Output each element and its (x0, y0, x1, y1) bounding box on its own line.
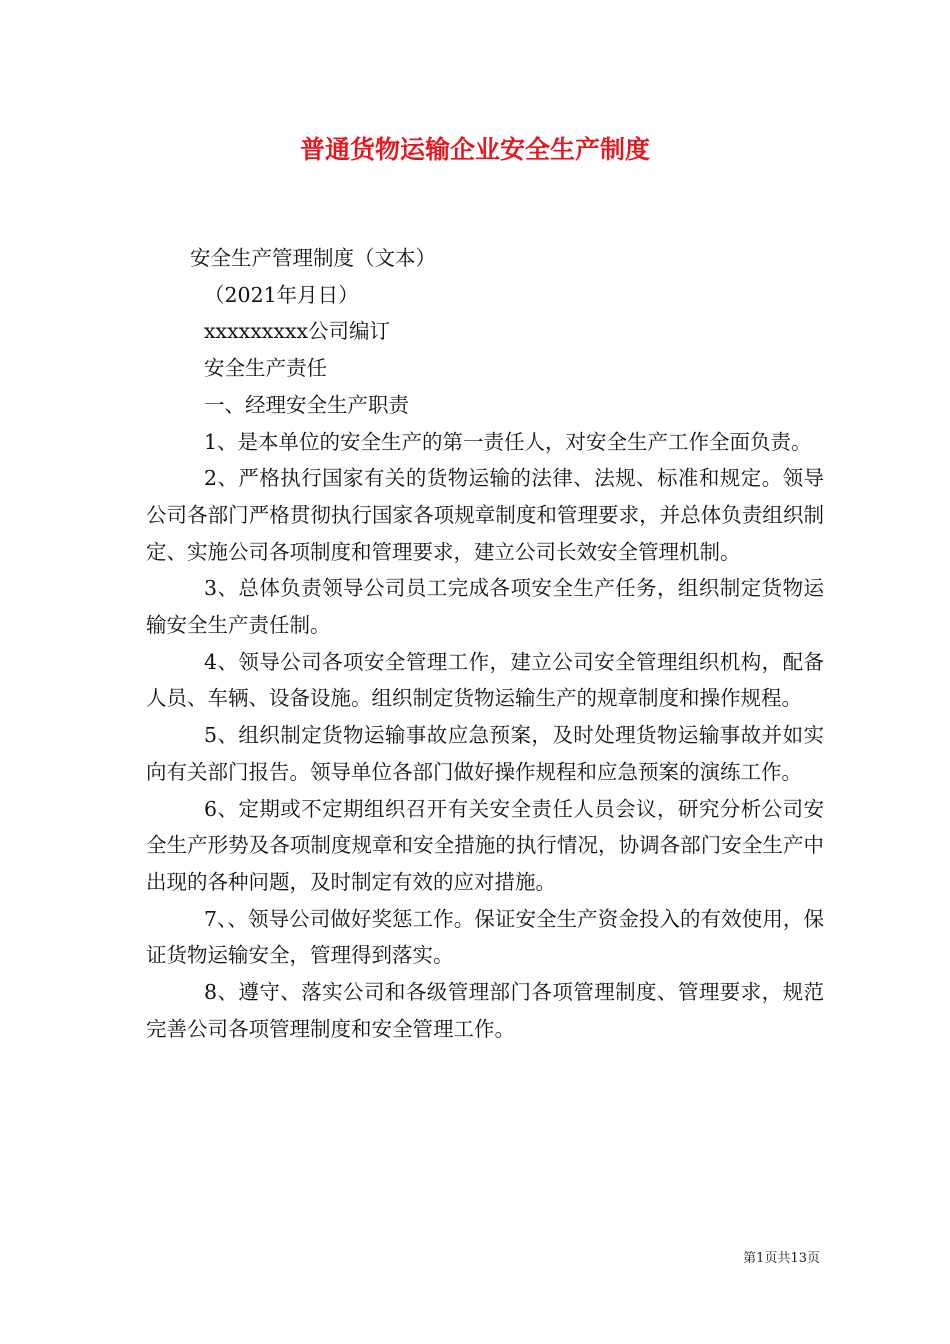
section-heading: 安全生产责任 (204, 356, 327, 381)
paragraph: 8、遵守、落实公司和各级管理部门各项管理制度、管理要求，规范完善公司各项管理制度和安全管理工作。 (146, 980, 824, 1041)
document-title: 普通货物运输企业安全生产制度 (299, 135, 650, 164)
paragraph: 1、是本单位的安全生产的第一责任人，对安全生产工作全面负责。 (204, 429, 812, 454)
subsection-heading: 一、经理安全生产职责 (204, 392, 409, 417)
paragraph: 7、、领导公司做好奖惩工作。保证安全生产资金投入的有效使用，保证货物运输安全，管理得到落实。 (146, 906, 824, 968)
document-body (146, 240, 824, 1047)
subtitle-line: 安全生产管理制度（文本） (190, 246, 436, 270)
date-line: （2021年月日） (204, 282, 359, 307)
company-line: xxxxxxxxx公司编订 (204, 319, 391, 344)
paragraph: 6、定期或不定期组织召开有关安全责任人员会议，研究分析公司安全生产形势及各项制度规章和安全措施的执行情况，协调各部门安全生产中出现的各种问题，及时制定有效的应对措施。 (146, 796, 824, 894)
paragraph: 4、领导公司各项安全管理工作，建立公司安全管理组织机构，配备人员、车辆、设备设施。组织制定货物运输生产的规章制度和操作规程。 (146, 649, 824, 711)
paragraph: 2、严格执行国家有关的货物运输的法律、法规、标准和规定。领导公司各部门严格贯彻执行国家各项规章制度和管理要求，并总体负责组织制定、实施公司各项制度和管理要求，建立公司长效安全管理机制。 (146, 466, 824, 564)
paragraph: 3、总体负责领导公司员工完成各项安全生产任务，组织制定货物运输安全生产责任制。 (146, 576, 824, 638)
paragraph: 5、组织制定货物运输事故应急预案，及时处理货物运输事故并如实向有关部门报告。领导单位各部门做好操作规程和应急预案的演练工作。 (146, 723, 824, 784)
page-number: 第1页共13页 (743, 1251, 820, 1266)
